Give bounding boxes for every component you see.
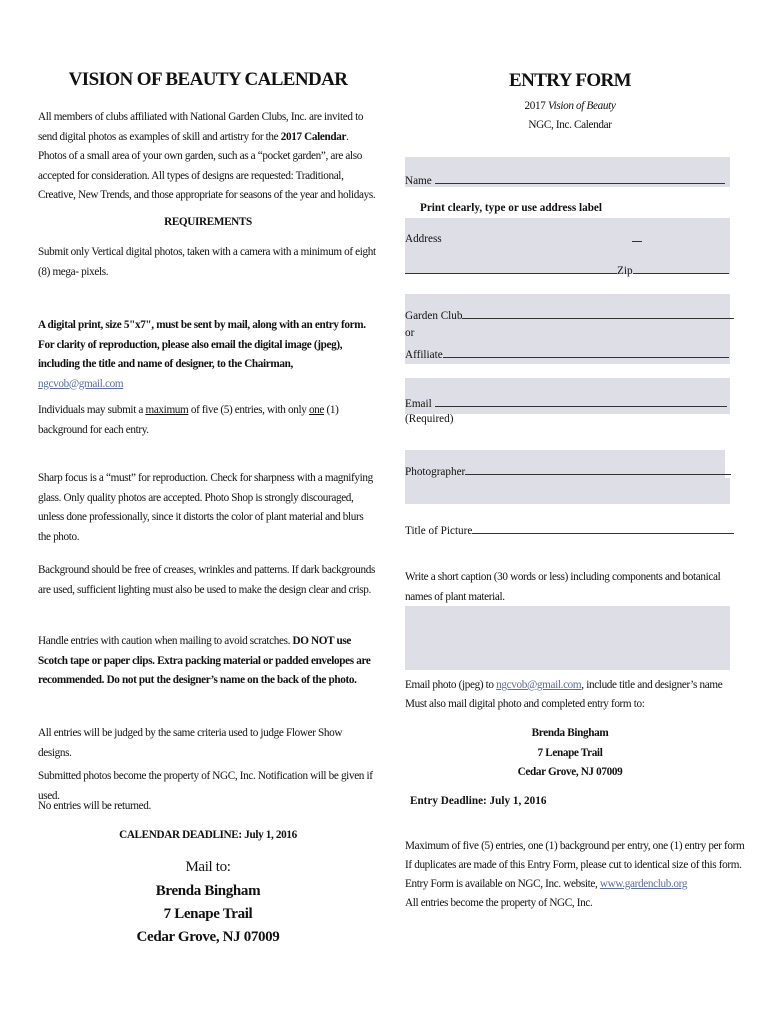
req-returned: No entries will be returned. bbox=[38, 800, 151, 812]
req-digital-print: A digital print, size 5"x7", must be sent by mail, along with an entry form. For clarity of reproduction, please also email the digital image (jpeg), including the title and name of designer, to the Chairman, ngcvob@gmail.com bbox=[38, 319, 366, 390]
address-row-1 bbox=[405, 229, 642, 245]
form-mail-street: 7 Lenape Trail bbox=[537, 747, 603, 759]
form-mail-city: Cedar Grove, NJ 07009 bbox=[517, 766, 623, 778]
req-background: Background should be free of creases, wrinkles and patterns. If dark backgrounds are used, sufficient lighting must also be used to make the design clear and crisp. bbox=[38, 564, 376, 596]
note-max-entries: Maximum of five (5) entries, one (1) background per entry, one (1) entry per form bbox=[405, 840, 745, 852]
intro-paragraph: All members of clubs affiliated with National Garden Clubs, Inc. are invited to send digital photos as examples of skill and artistry for the 2017 Calendar. Photos of a small area of your own garden, such as a “pocket garden”, are also accepted for consideration. All types of designs are requested: Traditional, Creative, New Trends, and those appropriate for seasons of the year and holidays. bbox=[38, 111, 376, 201]
photographer-input[interactable] bbox=[465, 462, 731, 475]
zip-input[interactable] bbox=[633, 261, 729, 274]
photographer-field-fill-2 bbox=[405, 478, 730, 504]
req-property: Submitted photos become the property of NGC, Inc. Notification will be given if used. bbox=[38, 770, 373, 802]
address-input-2[interactable] bbox=[405, 261, 617, 274]
name-input[interactable] bbox=[435, 171, 725, 184]
email-row bbox=[405, 394, 727, 410]
or-label: or bbox=[405, 327, 415, 339]
zip-label: Zip bbox=[617, 265, 633, 277]
req-vertical-photos: Submit only Vertical digital photos, taken with a camera with a minimum of eight (8) mega- pixels. bbox=[38, 246, 376, 278]
print-clearly-note: Print clearly, type or use address label bbox=[420, 202, 602, 214]
email-input[interactable] bbox=[435, 394, 727, 407]
affiliate-row bbox=[405, 345, 729, 361]
title-label: Title of Picture bbox=[405, 525, 473, 537]
photographer-row bbox=[405, 462, 731, 478]
email-label: Email bbox=[405, 398, 432, 410]
caption-instruction: Write a short caption (30 words or less) including components and botanical names of plant material. bbox=[405, 571, 721, 603]
form-mail-name: Brenda Bingham bbox=[531, 727, 609, 739]
req-max-entries: Individuals may submit a maximum of five (5) entries, with only one (1) background for each entry. bbox=[38, 404, 339, 436]
email-photo-link[interactable]: ngcvob@gmail.com bbox=[496, 679, 582, 691]
calendar-deadline: CALENDAR DEADLINE: July 1, 2016 bbox=[119, 829, 297, 841]
entry-form-title: ENTRY FORM bbox=[509, 70, 631, 91]
entry-form-year: 2017 Vision of Beauty bbox=[524, 100, 616, 112]
note-property: All entries become the property of NGC, Inc. bbox=[405, 897, 593, 909]
mail-name: Brenda Bingham bbox=[155, 883, 261, 899]
address-label: Address bbox=[405, 233, 442, 245]
website-link[interactable]: www.gardenclub.org bbox=[599, 878, 688, 890]
photographer-label: Photographer bbox=[405, 466, 466, 478]
entry-form-subtitle: NGC, Inc. Calendar bbox=[528, 119, 612, 131]
caption-field[interactable] bbox=[405, 606, 730, 670]
address-row-2 bbox=[405, 261, 729, 277]
calendar-title: VISION OF BEAUTY CALENDAR bbox=[68, 69, 348, 90]
requirements-heading: REQUIREMENTS bbox=[164, 216, 252, 228]
entry-deadline: Entry Deadline: July 1, 2016 bbox=[410, 795, 547, 807]
chairman-email-link[interactable]: ngcvob@gmail.com bbox=[38, 377, 124, 390]
affiliate-label: Affiliate bbox=[405, 349, 443, 361]
garden-club-label: Garden Club bbox=[405, 310, 463, 322]
affiliate-input[interactable] bbox=[443, 345, 729, 358]
req-sharp-focus: Sharp focus is a “must” for reproduction. Check for sharpness with a magnifying glass. Only quality photos are accepted. Photo Shop is strongly discouraged, unless done professionally, since it distorts the color of plant material and blurs the photo. bbox=[38, 472, 373, 543]
note-duplicates: If duplicates are made of this Entry Form, please cut to identical size of this form. bbox=[405, 859, 742, 871]
garden-club-input[interactable] bbox=[462, 306, 734, 319]
email-photo-instruction: Email photo (jpeg) to ngcvob@gmail.com, include title and designer’s name bbox=[405, 679, 723, 691]
mail-street: 7 Lenape Trail bbox=[163, 906, 253, 922]
name-row bbox=[405, 171, 725, 187]
name-label: Name bbox=[405, 175, 432, 187]
note-website: Entry Form is available on NGC, Inc. website, www.gardenclub.org bbox=[405, 878, 688, 890]
req-handle-caution: Handle entries with caution when mailing to avoid scratches. DO NOT use Scotch tape or paper clips. Extra packing material or padded envelopes are recommended. Do not put the designer’s name on the back of the photo. bbox=[38, 635, 371, 686]
title-row bbox=[405, 521, 734, 537]
address-input-1[interactable] bbox=[632, 229, 642, 242]
garden-club-row bbox=[405, 306, 734, 322]
mail-city: Cedar Grove, NJ 07009 bbox=[136, 929, 280, 945]
req-judged: All entries will be judged by the same criteria used to judge Flower Show designs. bbox=[38, 727, 343, 759]
mail-also-instruction: Must also mail digital photo and completed entry form to: bbox=[405, 698, 645, 710]
mail-to-label: Mail to: bbox=[185, 859, 231, 875]
email-required-label: (Required) bbox=[405, 413, 454, 425]
title-input[interactable] bbox=[472, 521, 734, 534]
